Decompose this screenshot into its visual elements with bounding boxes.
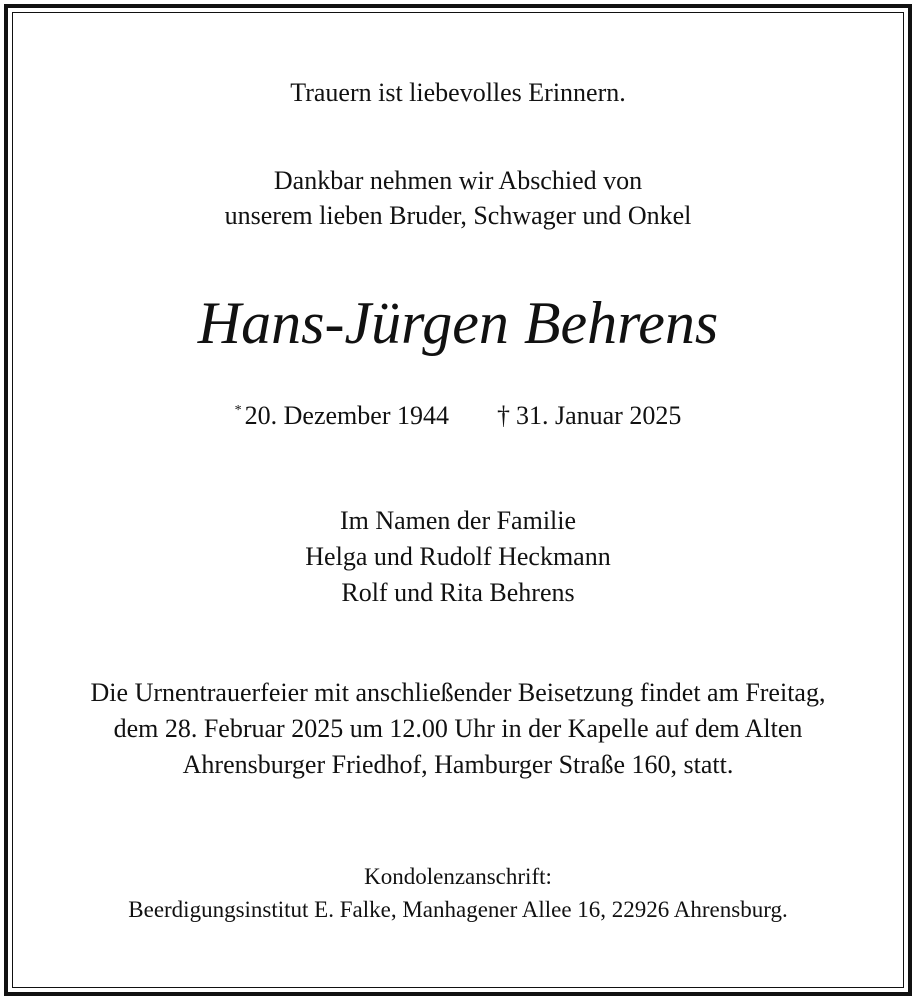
motto: Trauern ist liebevolles Erinnern.	[290, 78, 626, 107]
family-line-1: Im Namen der Familie	[339, 506, 577, 535]
life-dates	[0, 396, 916, 431]
deceased-name: Hans-Jürgen Behrens	[197, 290, 719, 356]
intro-line-2: unserem lieben Bruder, Schwager und Onkel	[224, 201, 692, 230]
ceremony-line-1: Die Urnentrauerfeier mit anschließender Beisetzung findet am Freitag,	[90, 678, 826, 707]
death-date: 31. Januar 2025	[515, 401, 682, 430]
ceremony-line-3: Ahrensburger Friedhof, Hamburger Straße 160, statt.	[182, 750, 734, 779]
birth-date-group	[235, 396, 449, 431]
birth-date: 20. Dezember 1944	[244, 401, 449, 430]
intro-line-1: Dankbar nehmen wir Abschied von	[273, 166, 643, 195]
condolence-label: Kondolenzanschrift:	[364, 864, 552, 889]
death-cross-symbol: †	[496, 401, 510, 430]
family-line-3: Rolf und Rita Behrens	[341, 578, 575, 607]
ceremony-line-2: dem 28. Februar 2025 um 12.00 Uhr in der Kapelle auf dem Alten	[113, 714, 803, 743]
condolence-address: Beerdigungsinstitut E. Falke, Manhagener Allee 16, 22926 Ahrensburg.	[128, 897, 788, 922]
death-date-group	[497, 401, 681, 430]
family-line-2: Helga und Rudolf Heckmann	[305, 542, 611, 571]
inner-border-frame	[12, 12, 904, 988]
birth-star-symbol: *	[234, 403, 242, 418]
